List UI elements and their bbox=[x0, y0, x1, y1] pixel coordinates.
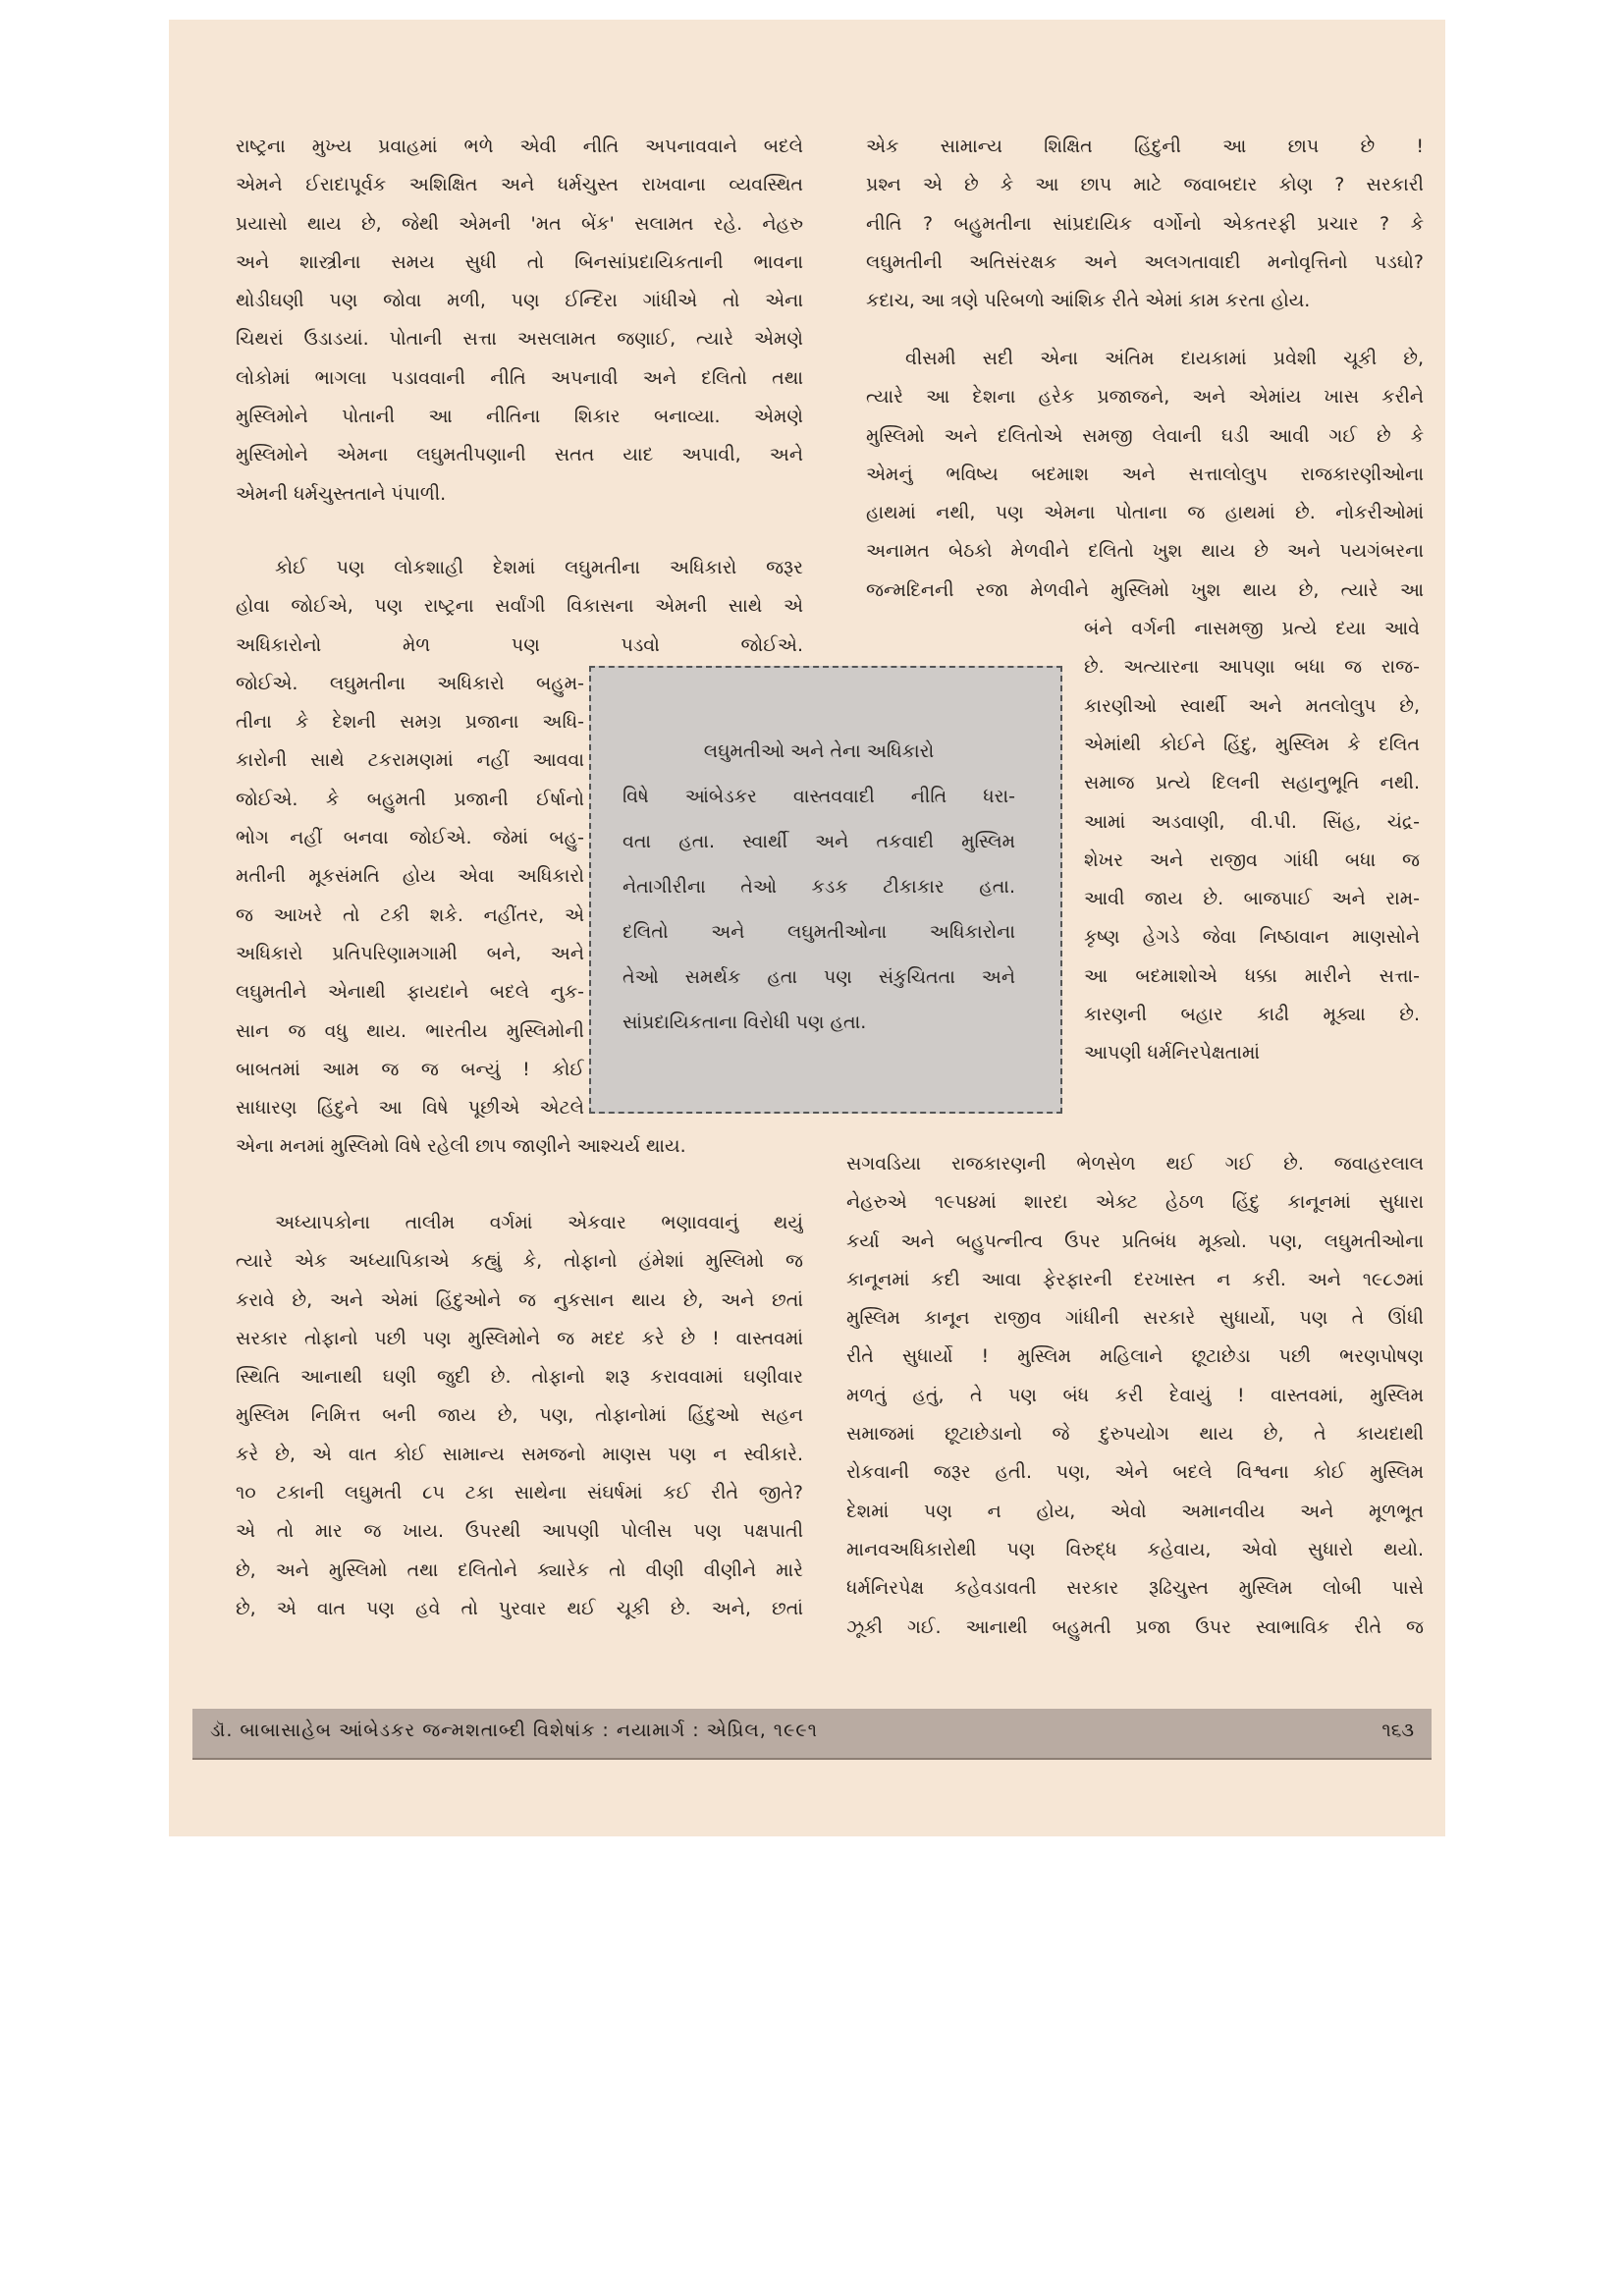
pull-quote-line: દલિતો અને લઘુમતીઓના અધિકારોના bbox=[622, 921, 1015, 943]
text-line: રીતે સુધાર્યો ! મુસ્લિમ મહિલાને છૂટાછેડા પછી ભરણપોષણ bbox=[846, 1345, 1424, 1368]
text-line: મુસ્લિમ નિમિત્ત બની જાય છે, પણ, તોફાનોમાં હિંદુઓ સહન bbox=[236, 1404, 803, 1427]
text-line: સમાજમાં છૂટાછેડાનો જે દુરુપયોગ થાય છે, તે કાયદાથી bbox=[846, 1423, 1424, 1446]
text-line: છે, એ વાત પણ હવે તો પુરવાર થઈ ચૂકી છે. અને, છતાં bbox=[236, 1597, 803, 1619]
text-line: અને શાસ્ત્રીના સમય સુધી તો બિનસાંપ્રદાયિકતાની ભાવના bbox=[236, 250, 803, 273]
text-line: સગવડિયા રાજકારણની ભેળસેળ થઈ ગઈ છે. જવાહરલાલ bbox=[846, 1153, 1424, 1175]
text-line: જોઈએ. કે બહુમતી પ્રજાની ઈર્ષાનો bbox=[236, 788, 584, 810]
right-column-para-1 bbox=[866, 128, 1424, 320]
text-line: મુસ્લિમો અને દલિતોએ સમજી લેવાની ઘડી આવી ગઈ છે કે bbox=[866, 424, 1424, 447]
text-line: શેખર અને રાજીવ ગાંધી બધા જ bbox=[1084, 848, 1420, 871]
text-line: એના મનમાં મુસ્લિમો વિષે રહેલી છાપ જાણીને આશ્ચર્ય થાય. bbox=[236, 1135, 686, 1158]
text-line: ત્યારે એક અધ્યાપિકાએ કહ્યું કે, તોફાનો હંમેશાં મુસ્લિમો જ bbox=[236, 1250, 803, 1273]
text-line: પ્રશ્ન એ છે કે આ છાપ માટે જવાબદાર કોણ ? સરકારી bbox=[866, 174, 1424, 196]
pull-quote-line: વિષે આંબેડકર વાસ્તવવાદી નીતિ ધરા- bbox=[622, 786, 1015, 807]
text-line: એમનું ભવિષ્ય બદમાશ અને સત્તાલોલુપ રાજકારણીઓના bbox=[866, 463, 1424, 485]
text-line: નેહરુએ ૧૯૫૪માં શારદા એક્ટ હેઠળ હિંદુ કાનૂનમાં સુધારા bbox=[846, 1191, 1424, 1214]
text-line: સ્થિતિ આનાથી ઘણી જુદી છે. તોફાનો શરૂ કરાવવામાં ઘણીવાર bbox=[236, 1366, 803, 1389]
text-line: છે, અને મુસ્લિમો તથા દલિતોને ક્યારેક તો વીણી વીણીને મારે bbox=[236, 1558, 803, 1581]
text-line: સાન જ વધુ થાય. ભારતીય મુસ્લિમોની bbox=[236, 1019, 584, 1042]
text-line: નીતિ ? બહુમતીના સાંપ્રદાયિક વર્ગોનો એકતરફી પ્રચાર ? કે bbox=[866, 212, 1424, 235]
text-line: મુસ્લિમોને એમના લઘુમતીપણાની સતત યાદ અપાવી, અને bbox=[236, 444, 803, 466]
text-line: કારણીઓ સ્વાર્થી અને મતલોલુપ છે, bbox=[1084, 694, 1420, 717]
text-line: થોડીઘણી પણ જોવા મળી, પણ ઈન્દિરા ગાંધીએ તો એના bbox=[236, 290, 803, 312]
text-line: જ આખરે તો ટકી શકે. નહીંતર, એ bbox=[236, 903, 584, 926]
text-line: રોકવાની જરૂર હતી. પણ, એને બદલે વિશ્વના કોઈ મુસ્લિમ bbox=[846, 1461, 1424, 1484]
text-line: એક સામાન્ય શિક્ષિત હિંદુની આ છાપ છે ! bbox=[866, 136, 1424, 157]
text-line: કોઈ પણ લોકશાહી દેશમાં લઘુમતીના અધિકારો જરૂર bbox=[275, 557, 803, 578]
pull-quote-line: સાંપ્રદાયિકતાના વિરોધી પણ હતા. bbox=[622, 1011, 867, 1033]
pull-quote-line: તેઓ સમર્થક હતા પણ સંકુચિતતા અને bbox=[622, 966, 1015, 988]
text-line: કારણની બહાર કાઢી મૂક્યા છે. bbox=[1084, 1004, 1420, 1026]
text-line: અધિકારો પ્રતિપરિણામગામી બને, અને bbox=[236, 942, 584, 964]
text-line: ત્યારે આ દેશના હરેક પ્રજાજને, અને એમાંય ખાસ કરીને bbox=[866, 386, 1424, 409]
text-line: સરકાર તોફાનો પછી પણ મુસ્લિમોને જ મદદ કરે છે ! વાસ્તવમાં bbox=[236, 1327, 803, 1349]
text-line: એ તો માર જ ખાય. ઉપરથી આપણી પોલીસ પણ પક્ષપાતી bbox=[236, 1520, 803, 1543]
text-line: લઘુમતીને એનાથી ફાયદાને બદલે નુક- bbox=[236, 981, 584, 1004]
text-line: તીના કે દેશની સમગ્ર પ્રજાના અધિ- bbox=[236, 711, 584, 734]
text-line: આવી જાય છે. બાજપાઈ અને રામ- bbox=[1084, 888, 1420, 910]
text-line: કારોની સાથે ટકરામણમાં નહીં આવવા bbox=[236, 749, 584, 772]
text-line: કર્યા અને બહુપત્નીત્વ ઉપર પ્રતિબંધ મૂક્યો. પણ, લઘુમતીઓના bbox=[846, 1230, 1424, 1252]
text-line: કરે છે, એ વાત કોઈ સામાન્ય સમજનો માણસ પણ ન સ્વીકારે. bbox=[236, 1443, 803, 1465]
text-line: દેશમાં પણ ન હોય, એવો અમાનવીય અને મૂળભૂત bbox=[846, 1500, 1424, 1522]
text-line: એમની ધર્મચુસ્તતાને પંપાળી. bbox=[236, 482, 447, 505]
text-line: મળતું હતું, તે પણ બંધ કરી દેવાયું ! વાસ્તવમાં, મુસ્લિમ bbox=[846, 1384, 1424, 1406]
text-line: પ્રયાસો થાય છે, જેથી એમની 'મત બેંક' સલામત રહે. નેહરુ bbox=[236, 212, 803, 235]
text-line: અધ્યાપકોના તાલીમ વર્ગમાં એકવાર ભણાવવાનું થયું bbox=[275, 1212, 803, 1233]
text-line: જોઈએ. લઘુમતીના અધિકારો બહુમ- bbox=[236, 672, 584, 694]
text-line: રાષ્ટ્રના મુખ્ય પ્રવાહમાં ભળે એવી નીતિ અપનાવવાને બદલે bbox=[236, 136, 803, 157]
footer-bar bbox=[192, 1709, 1432, 1760]
text-line: ધર્મનિરપેક્ષ કહેવડાવતી સરકાર રૂઢિચુસ્ત મુસ્લિમ લોબી પાસે bbox=[846, 1577, 1424, 1600]
pull-quote-line: લઘુમતીઓ અને તેના અધિકારો bbox=[703, 740, 935, 762]
text-line: ઝૂકી ગઈ. આનાથી બહુમતી પ્રજા ઉપર સ્વાભાવિક રીતે જ bbox=[846, 1615, 1424, 1638]
text-line: વીસમી સદી એના અંતિમ દાયકામાં પ્રવેશી ચૂકી છે, bbox=[905, 348, 1424, 369]
left-column-para-3 bbox=[236, 1204, 803, 1628]
text-line: કાનૂનમાં કદી આવા ફેરફારની દરખાસ્ત ન કરી. અને ૧૯૮૭માં bbox=[846, 1268, 1424, 1290]
text-line: એમને ઈરાદાપૂર્વક અશિક્ષિત અને ધર્મચુસ્ત રાખવાના વ્યવસ્થિત bbox=[236, 174, 803, 196]
text-line: જન્મદિનની રજા મેળવીને મુસ્લિમો ખુશ થાય છે, ત્યારે આ bbox=[866, 578, 1424, 601]
text-line: ભોગ નહીં બનવા જોઈએ. જેમાં બહુ- bbox=[236, 827, 584, 849]
text-line: મતીની મૂકસંમતિ હોય એવા અધિકારો bbox=[236, 865, 584, 888]
text-line: અનામત બેઠકો મેળવીને દલિતો ખુશ થાય છે અને પયગંબરના bbox=[866, 540, 1424, 563]
text-line: એમાંથી કોઈને હિંદુ, મુસ્લિમ કે દલિત bbox=[1084, 733, 1420, 755]
text-line: બંને વર્ગની નાસમજી પ્રત્યે દયા આવે bbox=[1084, 618, 1420, 640]
pull-quote-line: વતા હતા. સ્વાર્થી અને તકવાદી મુસ્લિમ bbox=[622, 831, 1015, 852]
pull-quote-line: નેતાગીરીના તેઓ કડક ટીકાકાર હતા. bbox=[622, 876, 1015, 898]
text-line: લઘુમતીની અતિસંરક્ષક અને અલગતાવાદી મનોવૃત્તિનો પડઘો? bbox=[866, 250, 1424, 273]
text-line: માનવઅધિકારોથી પણ વિરુદ્ધ કહેવાય, એવો સુધારો થયો. bbox=[846, 1538, 1424, 1560]
text-line: અધિકારોનો મેળ પણ પડવો જોઈએ. bbox=[236, 633, 803, 656]
pull-quote-box bbox=[589, 666, 1062, 1114]
text-line: સાધારણ હિંદુને આ વિષે પૂછીએ એટલે bbox=[236, 1097, 584, 1120]
left-column-para-1 bbox=[236, 128, 803, 514]
right-column-para-3 bbox=[846, 1145, 1424, 1647]
text-line: ૧૦ ટકાની લઘુમતી ૮૫ ટકા સાથેના સંઘર્ષમાં કઈ રીતે જીતે? bbox=[236, 1482, 803, 1504]
text-line: લોકોમાં ભાગલા પડાવવાની નીતિ અપનાવી અને દલિતો તથા bbox=[236, 366, 803, 389]
text-line: મુસ્લિમ કાનૂન રાજીવ ગાંધીની સરકારે સુધાર્યો, પણ તે ઊંધી bbox=[846, 1307, 1424, 1330]
text-line: કૃષ્ણ હેગડે જેવા નિષ્ઠાવાન માણસોને bbox=[1084, 926, 1420, 949]
footer-title: ડૉ. બાબાસાહેબ આંબેડકર જન્મશતાબ્દી વિશેષાંક : નયામાર્ગ : એપ્રિલ, ૧૯૯૧ bbox=[210, 1720, 818, 1741]
text-line: આમાં અડવાણી, વી.પી. સિંહ, ચંદ્ર- bbox=[1084, 810, 1420, 833]
text-line: સમાજ પ્રત્યે દિલની સહાનુભૂતિ નથી. bbox=[1084, 772, 1420, 794]
pull-quote-text bbox=[622, 729, 1015, 1045]
text-line: ચિથરાં ઉડાડયાં. પોતાની સત્તા અસલામત જણાઈ, ત્યારે એમણે bbox=[236, 328, 803, 351]
text-line: કદાચ, આ ત્રણે પરિબળો આંશિક રીતે એમાં કામ કરતા હોય. bbox=[866, 290, 1311, 312]
text-line: કરાવે છે, અને એમાં હિંદુઓને જ નુકસાન થાય છે, અને છતાં bbox=[236, 1288, 803, 1311]
page-number: ૧૬૩ bbox=[1381, 1720, 1414, 1741]
text-line: હાથમાં નથી, પણ એમના પોતાના જ હાથમાં છે. નોકરીઓમાં bbox=[866, 502, 1424, 524]
text-line: આ બદમાશોએ ધક્કા મારીને સત્તા- bbox=[1084, 964, 1420, 987]
text-line: બાબતમાં આમ જ જ બન્યું ! કોઈ bbox=[236, 1058, 584, 1080]
text-line: છે. અત્યારના આપણા બધા જ રાજ- bbox=[1084, 656, 1420, 679]
text-line: મુસ્લિમોને પોતાની આ નીતિના શિકાર બનાવ્યા. એમણે bbox=[236, 406, 803, 428]
text-line: આપણી ધર્મનિરપેક્ષતામાં bbox=[1084, 1042, 1261, 1065]
text-line: હોવા જોઈએ, પણ રાષ્ટ્રના સર્વાંગી વિકાસના એમની સાથે એ bbox=[236, 595, 803, 618]
